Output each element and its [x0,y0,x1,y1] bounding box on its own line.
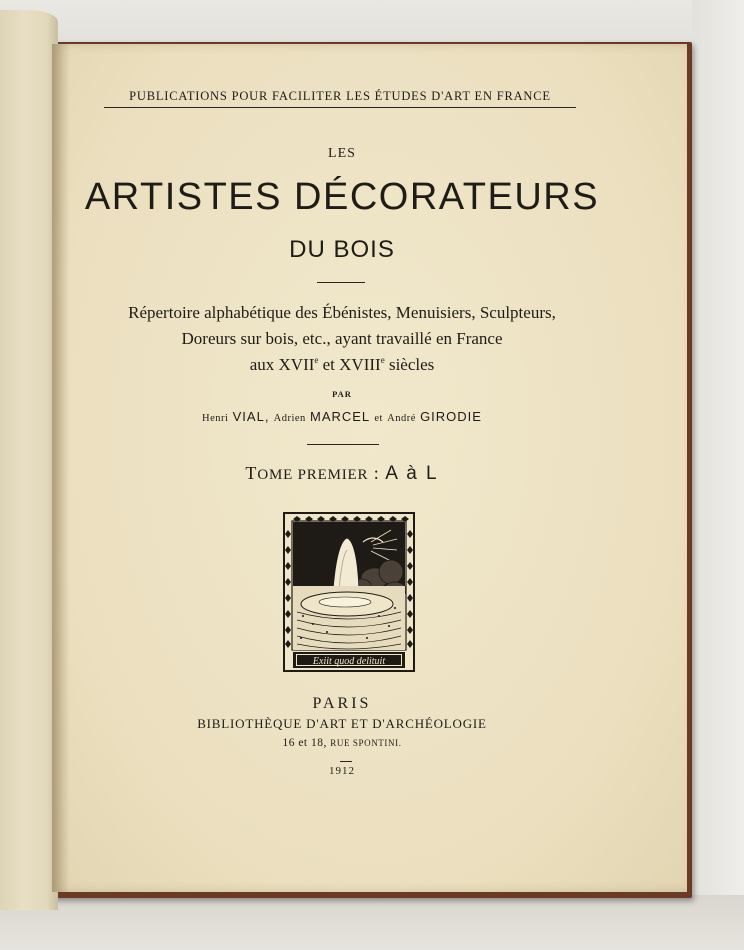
main-title: ARTISTES DÉCORATEURS [84,176,600,218]
author-1-last: VIAL, [232,409,270,424]
superscript-e: e [314,355,319,365]
series-underline [104,107,576,108]
centuries-start: aux XVII [249,355,315,374]
imprint-publisher: BIBLIOTHÈQUE D'ART ET D'ARCHÉOLOGIE [197,716,487,731]
author-2-last: MARCEL [309,409,371,424]
fountain-vignette [283,512,415,672]
description-line-3 [52,353,632,379]
superscript-e: e [380,355,385,365]
volume-colon: : [373,463,380,483]
by-label: PAR [332,389,352,399]
backdrop [0,0,744,45]
authors-line [52,409,632,425]
imprint-year: 1912 [329,765,355,777]
backdrop-bottom [0,895,744,950]
divider-rule [317,282,365,283]
author-3-first: André [387,413,416,424]
divider-rule [307,444,379,445]
conjunction: et [374,413,383,424]
centuries-end: siècles [384,355,435,374]
address-street: RUE SPONTINI. [330,738,402,748]
title-article: LES [328,146,356,161]
description-line-2: Doreurs sur bois, etc., ayant travaillé en France [181,329,503,348]
volume-range: A à L [385,463,439,484]
imprint-city: PARIS [312,695,372,712]
volume-line [52,463,632,485]
imprint-dash [340,761,352,762]
centuries-mid: et XVIII [318,355,381,374]
volume-initial: T [245,463,258,483]
imprint-address [52,737,632,749]
series-heading: PUBLICATIONS POUR FACILITER LES ÉTUDES D'ART EN FRANCE [129,89,551,103]
vignette-motto: Exiit quod delituit [312,656,386,667]
free-endpaper [0,10,58,910]
volume-label: OME PREMIER [257,467,369,483]
author-1-first: Henri [202,413,229,424]
description-line-1: Répertoire alphabétique des Ébénistes, Menuisiers, Sculpteurs, [128,303,556,322]
sub-title: DU BOIS [289,236,395,263]
author-2-first: Adrien [273,413,306,424]
address-number: 16 et 18, [282,737,327,749]
author-3-last: GIRODIE [420,409,482,424]
backdrop-right [692,0,744,950]
